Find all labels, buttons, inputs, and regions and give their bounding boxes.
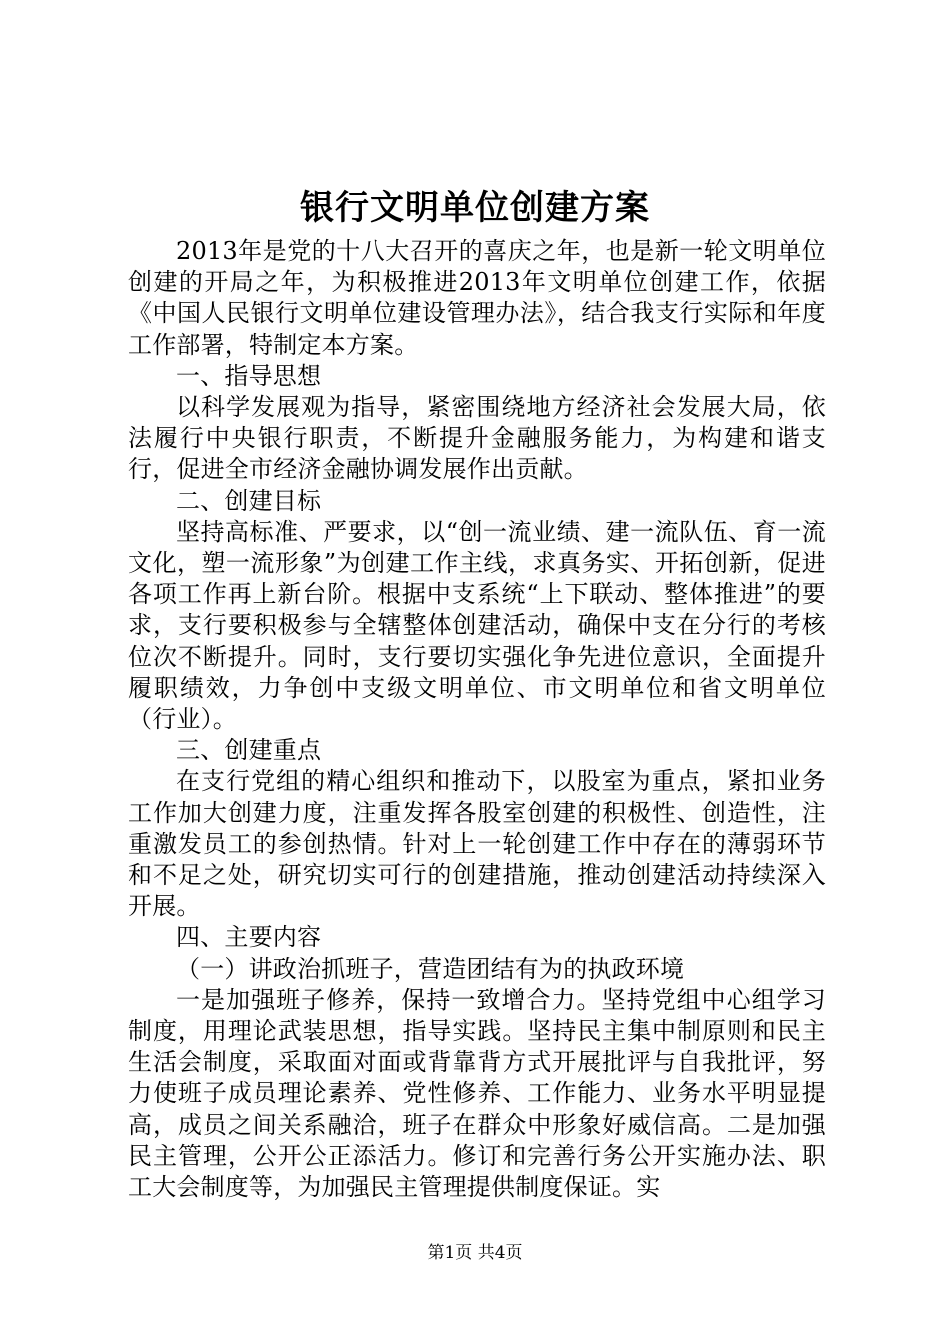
politics-paragraph: 一是加强班子修养，保持一致增合力。坚持党组中心组学习制度，用理论武装思想，指导实践。坚持民主集中制原则和民主生活会制度，采取面对面或背靠背方式开展批评与自我批评，努力使班子成员理论素养、党性修养、工作能力、业务水平明显提高，成员之间关系融洽，班子在群众中形象好威信高。二是加强民主管理，公开公正添活力。修订和完善行务公开实施办法、职工大会制度等，为加强民主管理提供制度保证。实 [128, 985, 826, 1202]
goals-paragraph: 坚持高标准、严要求，以“创一流业绩、建一流队伍、育一流文化，塑一流形象”为创建工作主线，求真务实、开拓创新，促进各项工作再上新台阶。根据中支系统“上下联动、整体推进”的要求，支行要积极参与全辖整体创建活动，确保中支在分行的考核位次不断提升。同时，支行要切实强化争先进位意识，全面提升履职绩效，力争创中支级文明单位、市文明单位和省文明单位（行业）。 [128, 517, 826, 734]
guiding-ideology-paragraph: 以科学发展观为指导，紧密围绕地方经济社会发展大局，依法履行中央银行职责，不断提升金融服务能力，为构建和谐支行，促进全市经济金融协调发展作出贡献。 [128, 393, 826, 484]
section-heading-main-content: 四、主要内容 [176, 923, 322, 952]
document-body [128, 236, 826, 1203]
section-heading-goals: 二、创建目标 [176, 486, 322, 515]
focus-paragraph: 在支行党组的精心组织和推动下，以股室为重点，紧扣业务工作加大创建力度，注重发挥各股室创建的积极性、创造性，注重激发员工的参创热情。针对上一轮创建工作中存在的薄弱环节和不足之处，研究切实可行的创建措施，推动创建活动持续深入开展。 [128, 767, 826, 921]
subsection-heading-politics: （一）讲政治抓班子，营造团结有为的执政环境 [176, 954, 685, 983]
intro-paragraph: 2013年是党的十八大召开的喜庆之年，也是新一轮文明单位创建的开局之年，为积极推进2013年文明单位创建工作，依据《中国人民银行文明单位建设管理办法》，结合我支行实际和年度工作部署，特制定本方案。 [128, 237, 826, 359]
document-title: 银行文明单位创建方案 [300, 188, 650, 228]
section-heading-guiding-ideology: 一、指导思想 [176, 361, 322, 390]
page-footer: 第1页 共4页 [427, 1243, 523, 1263]
section-heading-focus: 三、创建重点 [176, 736, 322, 765]
